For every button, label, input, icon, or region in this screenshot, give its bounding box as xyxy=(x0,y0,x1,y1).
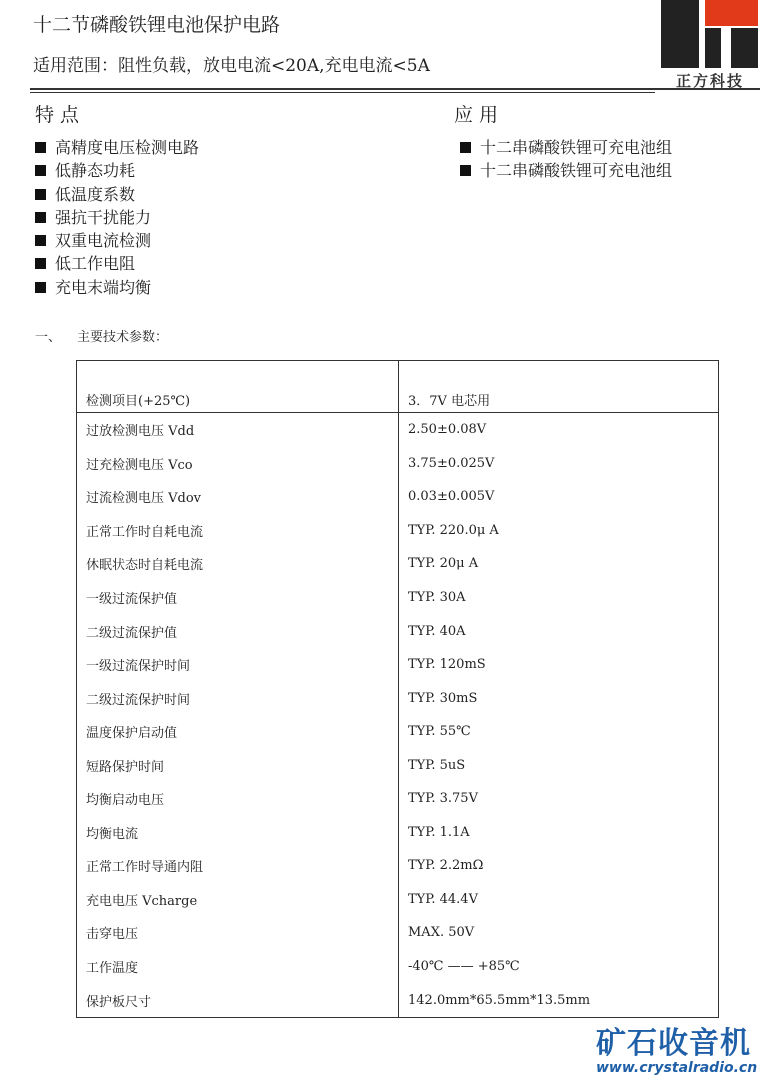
square-bullet-icon xyxy=(35,189,46,200)
header-divider xyxy=(30,88,760,90)
param-value-cell: TYP. 2.2mΩ xyxy=(399,849,719,883)
param-value-cell: TYP. 220.0μ A xyxy=(399,514,719,548)
feature-item xyxy=(35,183,199,206)
param-name-cell: 均衡电流 xyxy=(77,816,399,850)
param-value-cell: TYP. 30mS xyxy=(399,681,719,715)
table-row xyxy=(77,681,719,715)
feature-item xyxy=(35,206,199,229)
feature-item-label: 低工作电阻 xyxy=(55,254,136,274)
table-header-item: 检测项目(+25℃) xyxy=(77,386,399,413)
feature-item xyxy=(35,276,199,299)
company-logo-text: 正方科技 xyxy=(675,72,744,90)
param-name-cell: 过放检测电压 Vdd xyxy=(77,413,399,447)
table-row xyxy=(77,816,719,850)
param-name-cell: 正常工作时导通内阻 xyxy=(77,849,399,883)
feature-item-label: 低温度系数 xyxy=(55,184,136,204)
param-value-cell: TYP. 55℃ xyxy=(399,715,719,749)
application-item-label: 十二串磷酸铁锂可充电池组 xyxy=(480,138,673,157)
param-value-cell: TYP. 5uS xyxy=(399,748,719,782)
param-value-cell: TYP. 20μ A xyxy=(399,547,719,581)
param-name-cell: 过流检测电压 Vdov xyxy=(77,480,399,514)
param-value-cell: TYP. 40A xyxy=(399,614,719,648)
feature-item-label: 充电末端均衡 xyxy=(55,277,152,297)
param-name-cell: 击穿电压 xyxy=(77,916,399,950)
document-title: 十二节磷酸铁锂电池保护电路 xyxy=(33,14,281,36)
param-name-cell: 一级过流保护值 xyxy=(77,581,399,615)
param-value-cell: TYP. 30A xyxy=(399,581,719,615)
watermark-url: www.crystalradio.cn xyxy=(596,1060,758,1076)
application-item-label: 十二串磷酸铁锂可充电池组 xyxy=(480,161,673,181)
feature-item-label: 强抗干扰能力 xyxy=(55,207,152,227)
param-name-cell: 工作温度 xyxy=(77,950,399,984)
applications-list xyxy=(460,136,672,183)
param-value-cell: MAX. 50V xyxy=(399,916,719,950)
table-header-value: 3．7V 电芯用 xyxy=(399,386,719,413)
section-title: 主要技术参数： xyxy=(77,330,169,345)
param-name-cell: 二级过流保护时间 xyxy=(77,681,399,715)
feature-item-label: 双重电流检测 xyxy=(55,231,152,251)
table-row xyxy=(77,983,719,1017)
param-value-cell: 2.50±0.08V xyxy=(399,413,719,447)
parameters-table xyxy=(76,360,719,1018)
table-row xyxy=(77,413,719,447)
header-divider-thin xyxy=(30,92,655,93)
feature-item-label: 高精度电压检测电路 xyxy=(55,138,200,157)
table-row xyxy=(77,916,719,950)
param-name-cell: 一级过流保护时间 xyxy=(77,648,399,682)
section-heading xyxy=(35,326,168,345)
param-name-cell: 短路保护时间 xyxy=(77,748,399,782)
param-value-cell: 3.75±0.025V xyxy=(399,447,719,481)
table-row xyxy=(77,782,719,816)
param-value-cell: 142.0mm*65.5mm*13.5mm xyxy=(399,983,719,1017)
table-row xyxy=(77,514,719,548)
site-watermark xyxy=(596,1018,761,1076)
param-value-cell: 0.03±0.005V xyxy=(399,480,719,514)
features-heading: 特点 xyxy=(35,104,86,126)
table-row xyxy=(77,547,719,581)
square-bullet-icon xyxy=(35,142,46,153)
application-item xyxy=(460,159,672,182)
param-value-cell: TYP. 1.1A xyxy=(399,816,719,850)
feature-item xyxy=(35,229,199,252)
square-bullet-icon xyxy=(35,212,46,223)
param-value-cell: TYP. 3.75V xyxy=(399,782,719,816)
param-value-cell: TYP. 44.4V xyxy=(399,883,719,917)
features-list xyxy=(35,136,199,299)
param-value-cell: TYP. 120mS xyxy=(399,648,719,682)
table-header-row xyxy=(77,386,719,413)
table-row xyxy=(77,447,719,481)
company-logo xyxy=(655,0,763,95)
square-bullet-icon xyxy=(35,258,46,269)
param-value-cell: -40℃ —— +85℃ xyxy=(399,950,719,984)
table-row xyxy=(77,648,719,682)
table-row xyxy=(77,581,719,615)
feature-item xyxy=(35,159,199,182)
square-bullet-icon xyxy=(460,142,471,153)
table-row xyxy=(77,849,719,883)
square-bullet-icon xyxy=(35,165,46,176)
table-row xyxy=(77,950,719,984)
feature-item-label: 低静态功耗 xyxy=(55,161,136,181)
param-name-cell: 均衡启动电压 xyxy=(77,782,399,816)
section-number: 一、 xyxy=(35,330,62,345)
param-name-cell: 保护板尺寸 xyxy=(77,983,399,1017)
table-row xyxy=(77,480,719,514)
feature-item xyxy=(35,136,199,159)
param-name-cell: 温度保护启动值 xyxy=(77,715,399,749)
square-bullet-icon xyxy=(35,235,46,246)
applications-heading: 应用 xyxy=(454,104,505,126)
table-row xyxy=(77,748,719,782)
param-name-cell: 过充检测电压 Vco xyxy=(77,447,399,481)
square-bullet-icon xyxy=(460,165,471,176)
param-name-cell: 休眠状态时自耗电流 xyxy=(77,547,399,581)
table-row xyxy=(77,883,719,917)
feature-item xyxy=(35,252,199,275)
param-name-cell: 充电电压 Vcharge xyxy=(77,883,399,917)
param-name-cell: 二级过流保护值 xyxy=(77,614,399,648)
watermark-name: 矿石收音机 xyxy=(596,1026,751,1061)
param-name-cell: 正常工作时自耗电流 xyxy=(77,514,399,548)
table-row xyxy=(77,614,719,648)
application-item xyxy=(460,136,672,159)
document-subtitle: 适用范围：阻性负载，放电电流<20A,充电电流<5A xyxy=(33,56,430,76)
square-bullet-icon xyxy=(35,282,46,293)
table-row xyxy=(77,715,719,749)
